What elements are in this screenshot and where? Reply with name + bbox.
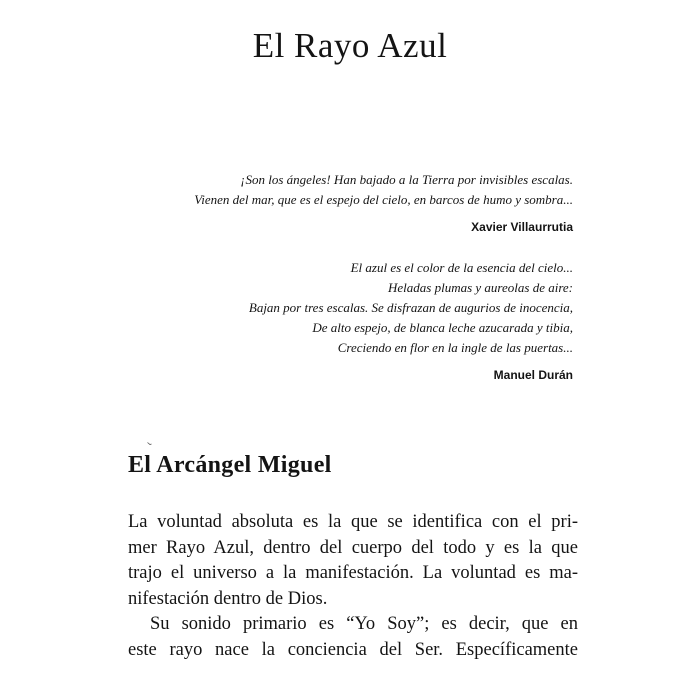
epigraph-line: ¡Son los ángeles! Han bajado a la Tierra por invisibles escalas. xyxy=(240,172,573,187)
body-paragraph xyxy=(128,510,578,663)
paragraph-line: nifestación dentro de Dios. xyxy=(128,588,328,609)
epigraph-line: Vienen del mar, que es el espejo del cielo, en barcos de humo y sombra... xyxy=(194,192,573,207)
paragraph-line: este rayo nace la conciencia del Ser. Específicamente xyxy=(128,639,578,660)
epigraph-line: Creciendo en flor en la ingle de las puertas... xyxy=(337,340,573,355)
epigraph-duran xyxy=(249,258,573,385)
paragraph-line: mer Rayo Azul, dentro del cuerpo del todo y es la que xyxy=(128,537,578,558)
epigraph-villaurrutia xyxy=(194,170,573,237)
epigraph-line: Heladas plumas y aureolas de aire: xyxy=(388,280,573,295)
epigraph-author: Xavier Villaurrutia xyxy=(471,220,573,234)
section-heading: El Arcángel Miguel xyxy=(128,452,332,478)
epigraph-line: De alto espejo, de blanca leche azucarada y tibia, xyxy=(312,320,573,335)
paragraph-line: Su sonido primario es “Yo Soy”; es decir, que en xyxy=(150,614,578,634)
epigraph-line: Bajan por tres escalas. Se disfrazan de augurios de inocencia, xyxy=(248,300,573,315)
epigraph-line: El azul es el color de la esencia del cielo... xyxy=(350,260,573,275)
chapter-title: El Rayo Azul xyxy=(252,26,448,65)
paragraph-line: trajo el universo a la manifestación. La voluntad es ma- xyxy=(128,563,578,583)
ink-speck xyxy=(147,442,153,448)
paragraph-line: La voluntad absoluta es la que se identifica con el pri- xyxy=(128,512,578,532)
epigraph-author: Manuel Durán xyxy=(493,368,573,382)
